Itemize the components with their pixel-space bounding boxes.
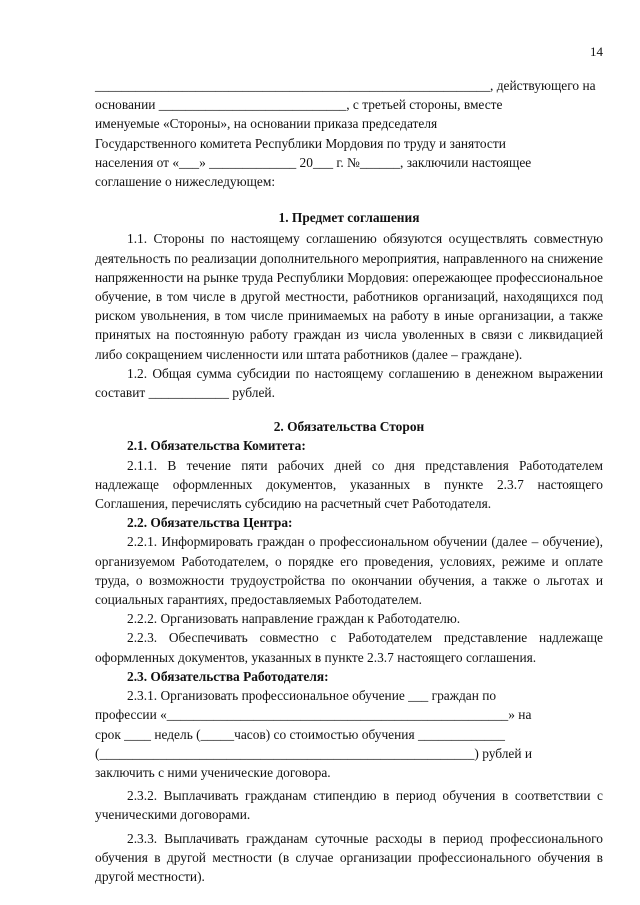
paragraph-2-2-3: 2.2.3. Обеспечивать совместно с Работодателем представление надлежаще оформленных документов, указанных в пункте 2.3.7 настоящего соглашения.: [95, 630, 603, 665]
paragraph-2-3-2: 2.3.2. Выплачивать гражданам стипендию в период обучения в соответствии с ученическими договорами.: [95, 788, 603, 823]
paragraph-2-3-1-line-1: 2.3.1. Организовать профессиональное обучение ___ граждан по: [127, 688, 497, 704]
intro-line-5: населения от «___» _____________ 20___ г. №______, заключили настоящее: [95, 154, 532, 170]
document-body: [95, 76, 603, 886]
intro-line-4: Государственного комитета Республики Мордовия по труду и занятости: [95, 135, 506, 151]
paragraph-1-2: 1.2. Общая сумма субсидии по настоящему соглашению в денежном выражении составит ____________ рублей.: [95, 365, 603, 401]
subsection-2-1-label: 2.1. Обязательства Комитета:: [127, 438, 306, 454]
intro-line-1: ___________________________________________________________, действующего на: [95, 78, 596, 93]
subsection-2-2-heading: [95, 513, 603, 532]
paragraph-2-3-1-line-4: (________________________________________________________) рублей и: [95, 745, 533, 761]
paragraph-2-3-1-line-3: срок ____ недель (_____часов) со стоимостью обучения _____________: [95, 726, 505, 742]
paragraph-2-3-1-line-5: заключить с ними ученические договора.: [95, 764, 331, 780]
paragraph-2-2-1: 2.2.1. Информировать граждан о профессиональном обучении (далее – обучение), организуемом Работодателем, о порядке его проведения, условиях, режиме и оплате труда, о возможности трудоустройства по окончании обучения, а также о льготах и социальных гарантиях, предоставляемых Работодателем.: [95, 534, 603, 608]
section-1-heading: 1. Предмет соглашения: [278, 210, 420, 226]
intro-line-3: именуемые «Стороны», на основании приказа председателя: [95, 116, 438, 132]
subsection-2-3-heading: [95, 667, 603, 686]
subsection-2-1-heading: [95, 436, 603, 455]
paragraph-2-3-3: 2.3.3. Выплачивать гражданам суточные расходы в период профессионального обучения в другой местности (в случае организации профессионального обучения в другой местности).: [95, 830, 603, 884]
subsection-2-2-label: 2.2. Обязательства Центра:: [127, 515, 293, 531]
intro-line-2: основании ____________________________, с третьей стороны, вместе: [95, 97, 503, 113]
page-number: 14: [590, 44, 603, 59]
paragraph-2-2-2: 2.2.2. Организовать направление граждан к Работодателю.: [127, 611, 461, 627]
paragraph-2-1-1: 2.1.1. В течение пяти рабочих дней со дня представления Работодателем надлежаще оформленных документов, указанных в пункте 2.3.7 настоящего Соглашения, перечислять субсидию на расчетный счет Работодателя.: [95, 457, 603, 512]
section-2-heading: 2. Обязательства Сторон: [273, 419, 425, 435]
paragraph-2-3-1-line-2: профессии «___________________________________________________» на: [95, 707, 532, 723]
subsection-2-3-label: 2.3. Обязательства Работодателя:: [127, 668, 329, 684]
paragraph-1-1: 1.1. Стороны по настоящему соглашению обязуются осуществлять совместную деятельность по реализации дополнительного мероприятия, направленного на снижение напряженности на рынке труда Республики Мордовия: опережающее профессиональное обучение, в том числе в другой местности, работников организаций, находящихся под риском увольнения, в том числе принимаемых на работу в иные организации, а также принятых на постоянную работу граждан из числа уволенных в связи с ликвидацией либо сокращением численности или штата работников (далее – граждане).: [95, 231, 603, 362]
intro-line-6: соглашение о нижеследующем:: [95, 174, 276, 190]
